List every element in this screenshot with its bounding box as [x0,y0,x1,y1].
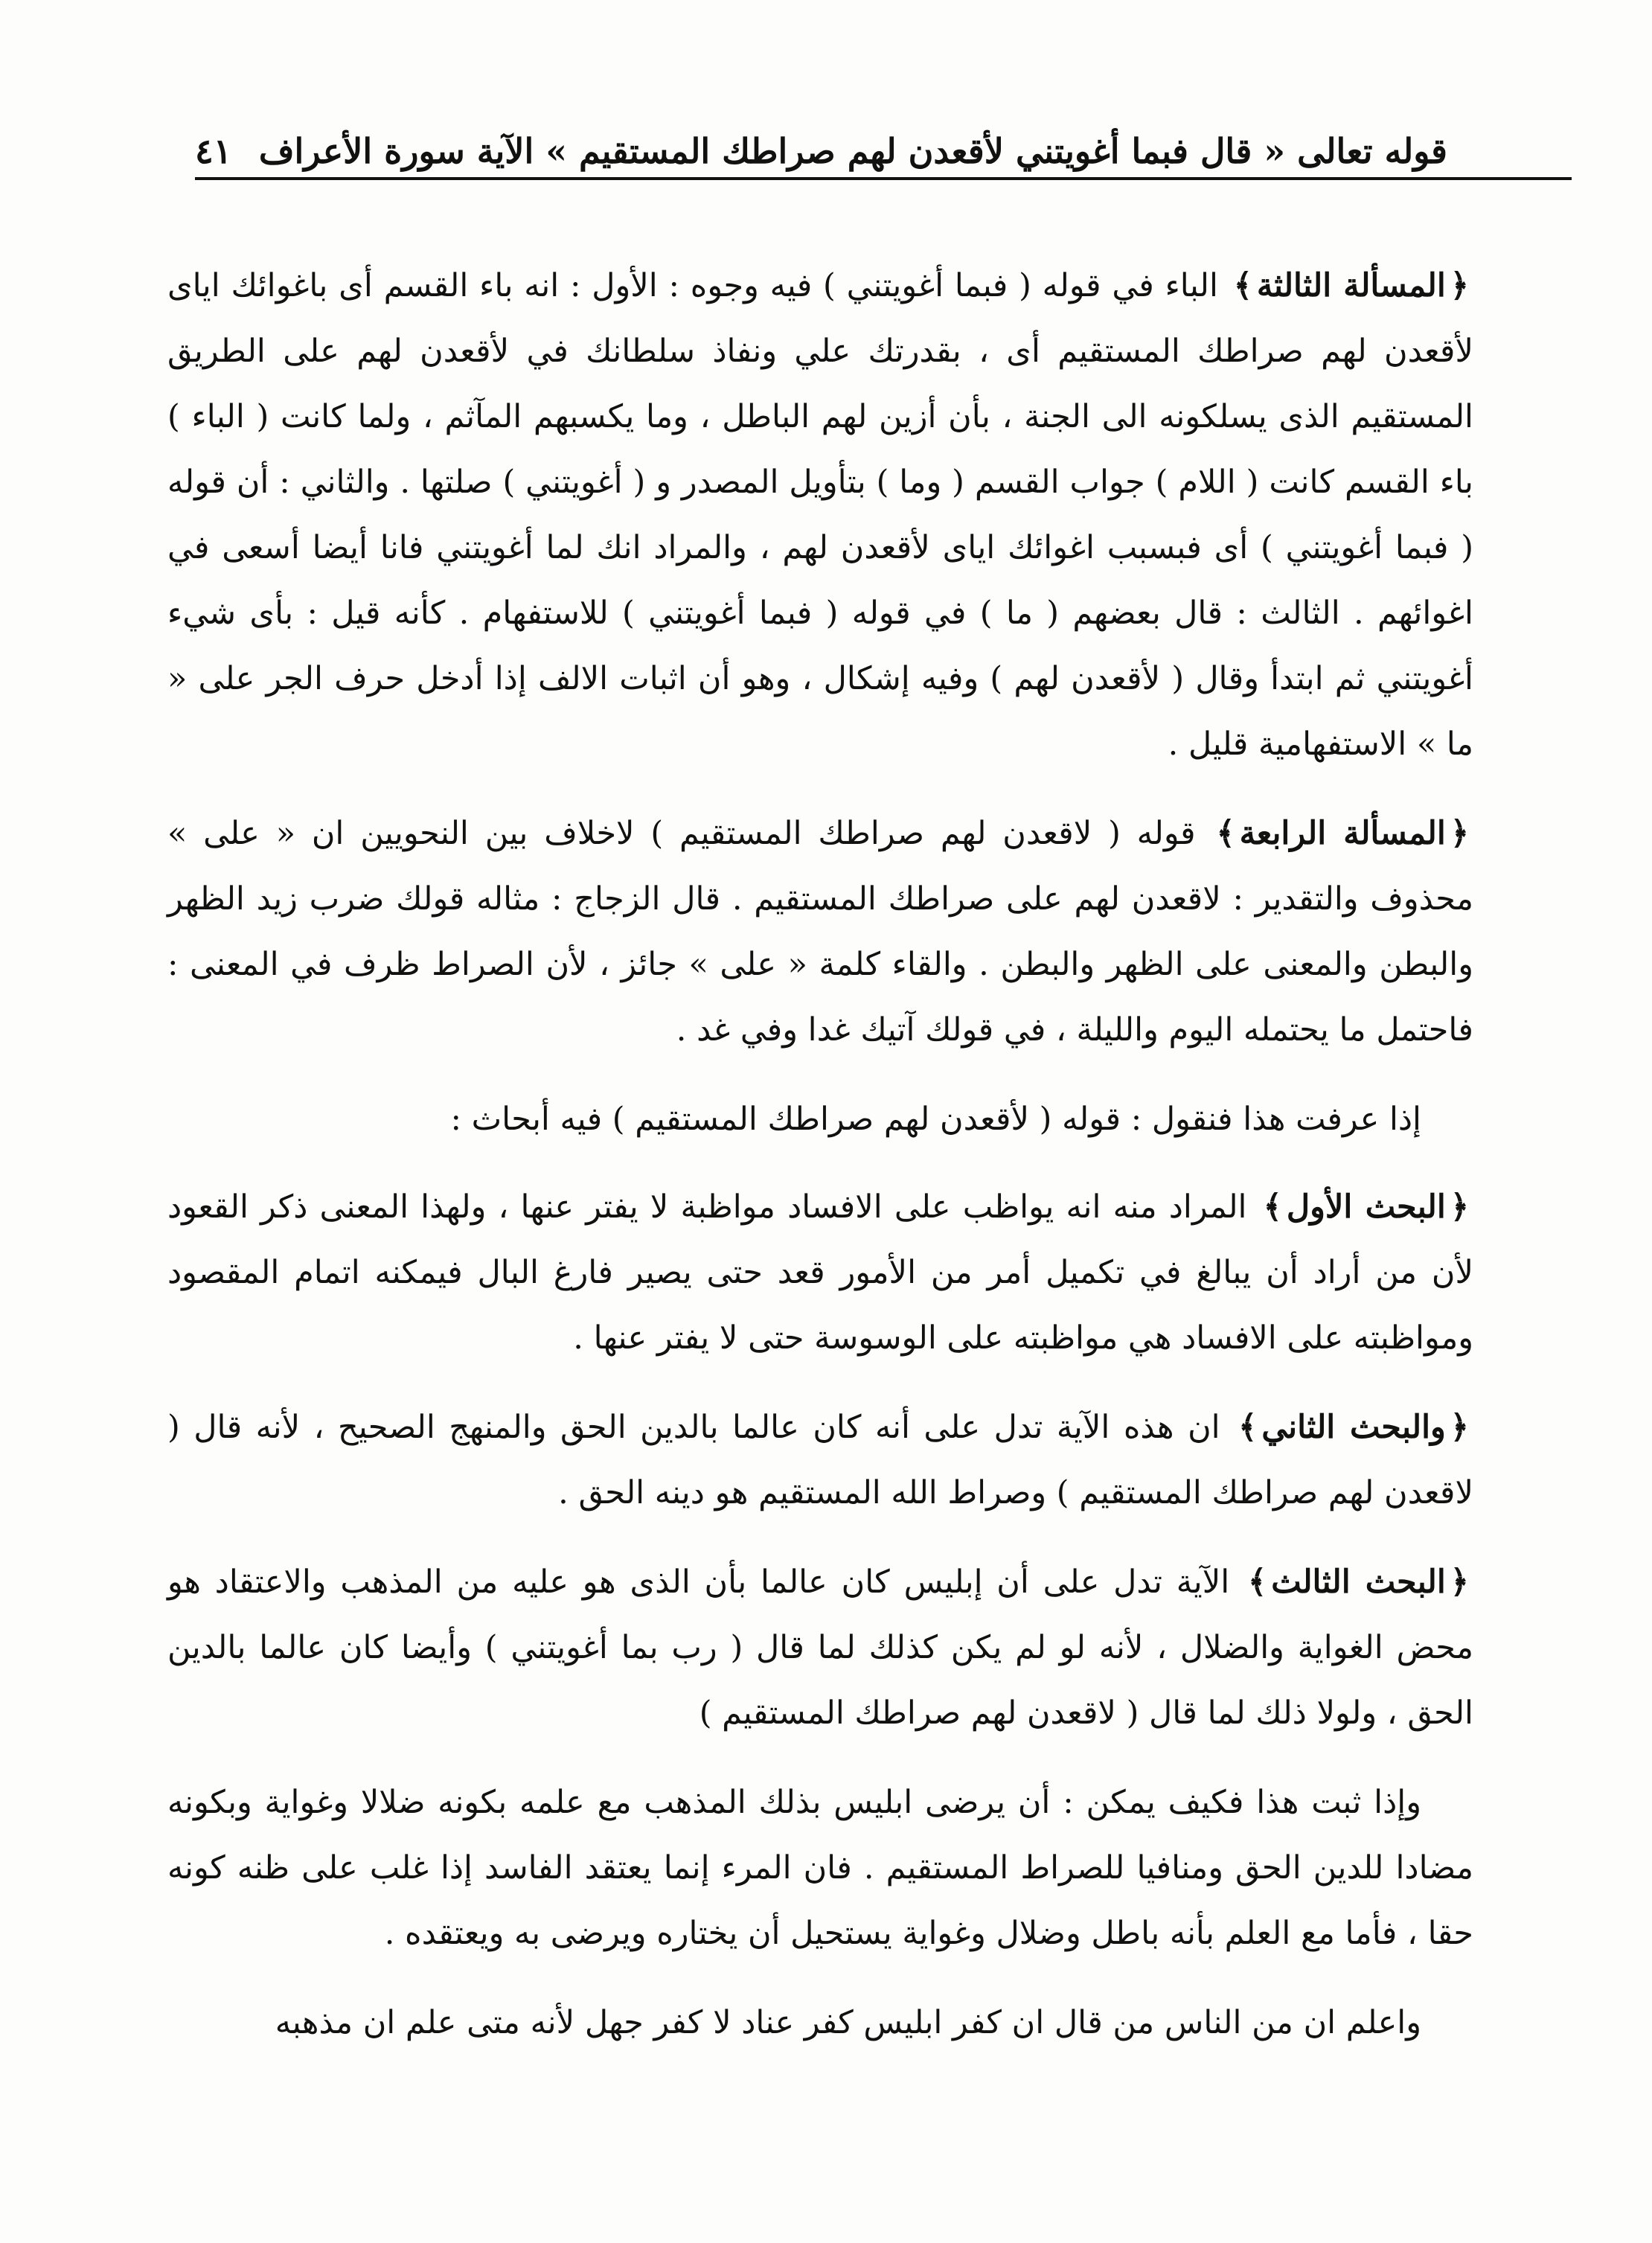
paragraph-bahth-1 [167,1174,1473,1371]
paragraph-question [167,1770,1473,1966]
page-body [167,253,1473,2079]
header-divider [195,177,1572,180]
section-heading: البحث الأول [1286,1188,1446,1226]
paragraph-text: وإذا ثبت هذا فكيف يمكن : أن يرضى ابليس بذلك المذهب مع علمه بكونه ضلالا وغواية وبكونه مضادا للدين الحق ومنافيا للصراط المستقيم . فان المرء إنما يعتقد الفاسد إذا غلب على ظنه كونه حقا ، فأما مع العلم بأنه باطل وضلال وغواية يستحيل أن يختاره ويرضى به ويعتقده . [167,1784,1473,1952]
paragraph-text: واعلم ان من الناس من قال ان كفر ابليس كفر عناد لا كفر جهل لأنه متى علم ان مذهبه [275,2004,1421,2041]
section-heading: البحث الثالث [1271,1564,1446,1601]
ornament-open: ﴿ [1450,1564,1469,1601]
paragraph-closing [167,1990,1473,2055]
paragraph-text: الباء في قوله ( فبما أغويتني ) فيه وجوه : الأول : انه باء القسم أى باغوائك اياى لأقعدن لهم صراطك المستقيم أى ، بقدرتك علي ونفاذ سلطانك في لأقعدن لهم على الطريق المستقيم الذى يسلكونه الى الجنة ، بأن أزين لهم الباطل ، وما يكسبهم المآثم ، ولما كانت ( الباء ) باء القسم كانت ( اللام ) جواب القسم ( وما ) بتأويل المصدر و ( أغويتني ) صلتها . والثاني : أن قوله ( فبما أغويتني ) أى فبسبب اغوائك اياى لأقعدن لهم ، والمراد انك لما أغويتني فانا أيضا أسعى في اغوائهم . الثالث : قال بعضهم ( ما ) في قوله ( فبما أغويتني ) للاستفهام . كأنه قيل : بأى شيء أغويتني ثم ابتدأ وقال ( لأقعدن لهم ) وفيه إشكال ، وهو أن اثبات الالف إذا أدخل حرف الجر على « ما » الاستفهامية قليل . [167,267,1473,763]
paragraph-bahth-3 [167,1549,1473,1746]
section-heading: المسألة الثالثة [1256,267,1446,304]
ornament-open: ﴿ [1450,267,1469,304]
paragraph-bahth-2 [167,1395,1473,1526]
running-header [195,112,1447,171]
section-heading: المسألة الرابعة [1239,815,1446,852]
paragraph-text: إذا عرفت هذا فنقول : قوله ( لأقعدن لهم صراطك المستقيم ) فيه أبحاث : [450,1101,1421,1138]
ornament-open: ﴿ [1450,1409,1469,1446]
paragraph-text: المراد منه انه يواظب على الافساد مواظبة لا يفتر عنها ، ولهذا المعنى ذكر القعود لأن من أراد أن يبالغ في تكميل أمر من الأمور قعد حتى يصير فارغ البال فيمكنه اتمام المقصود ومواظبته على الافساد هي مواظبته على الوسوسة حتى لا يفتر عنها . [167,1188,1473,1357]
ornament-close: ﴾ [1216,815,1235,852]
ornament-open: ﴿ [1450,1188,1470,1226]
ornament-open: ﴿ [1450,815,1470,852]
page-number: ٤١ [195,131,232,171]
ornament-close: ﴾ [1238,1409,1258,1446]
paragraph-text: الآية تدل على أن إبليس كان عالما بأن الذى هو عليه من المذهب والاعتقاد هو محض الغواية والضلال ، لأنه لو لم يكن كذلك لما قال ( رب بما أغويتني ) وأيضا كان عالما بالدين الحق ، ولولا ذلك لما قال ( لاقعدن لهم صراطك المستقيم ) [167,1564,1473,1732]
paragraph-text: ان هذه الآية تدل على أنه كان عالما بالدين الحق والمنهج الصحيح ، لأنه قال ( لاقعدن لهم صراطك المستقيم ) وصراط الله المستقيم هو دينه الحق . [167,1409,1473,1511]
paragraph-intro-abhath [167,1087,1473,1152]
paragraph-masala-4 [167,801,1473,1063]
paragraph-text: قوله ( لاقعدن لهم صراطك المستقيم ) لاخلاف بين النحويين ان « على » محذوف والتقدير : لاقعدن لهم على صراطك المستقيم . قال الزجاج : مثاله قولك ضرب زيد الظهر والبطن والمعنى على الظهر والبطن . والقاء كلمة « على » جائز ، لأن الصراط ظرف في المعنى : فاحتمل ما يحتمله اليوم والليلة ، في قولك آتيك غدا وفي غد . [167,815,1473,1049]
paragraph-masala-3 [167,253,1473,777]
section-heading: والبحث الثاني [1261,1409,1446,1446]
ornament-close: ﴾ [1263,1188,1282,1226]
ornament-close: ﴾ [1233,267,1252,304]
ornament-close: ﴾ [1248,1564,1267,1601]
running-header-title: قوله تعالى « قال فبما أغويتني لأقعدن لهم صراطك المستقيم » الآية سورة الأعراف [258,131,1447,171]
